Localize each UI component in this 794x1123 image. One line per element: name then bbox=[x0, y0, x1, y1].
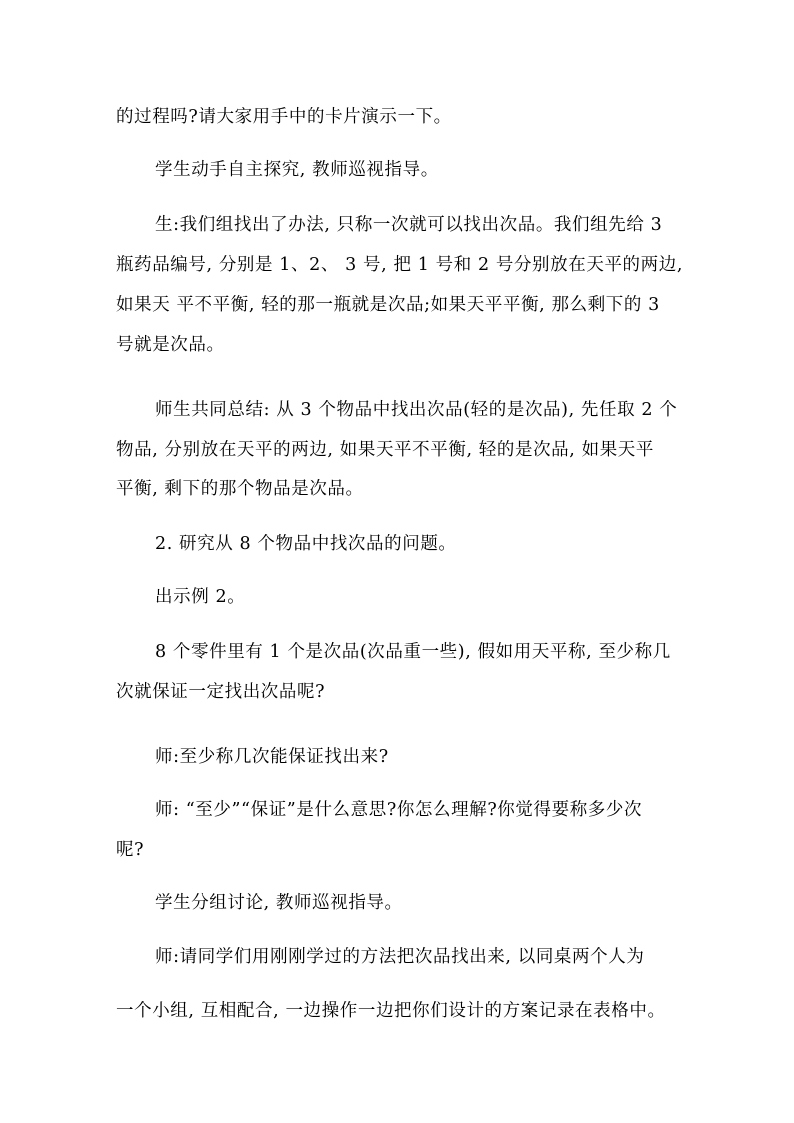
text-line: 师: “至少”“保证”是什么意思?你怎么理解?你觉得要称多少次 bbox=[155, 800, 643, 820]
text-line: 8 个零件里有 1 个是次品(次品重一些), 假如用天平称, 至少称几 bbox=[155, 642, 671, 662]
text-line: 学生动手自主探究, 教师巡视指导。 bbox=[155, 160, 439, 180]
text-line: 物品, 分别放在天平的两边, 如果天平不平衡, 轻的是次品, 如果天平 bbox=[116, 440, 654, 460]
text-line: 出示例 2。 bbox=[155, 587, 246, 607]
text-line: 一个小组, 互相配合, 一边操作一边把你们设计的方案记录在表格中。 bbox=[116, 1001, 666, 1021]
text-line: 师:请同学们用刚刚学过的方法把次品找出来, 以同桌两个人为 bbox=[155, 947, 645, 967]
text-line: 的过程吗?请大家用手中的卡片演示一下。 bbox=[116, 107, 452, 127]
text-line: 学生分组讨论, 教师巡视指导。 bbox=[155, 893, 403, 913]
text-line: 平衡, 剩下的那个物品是次品。 bbox=[116, 479, 364, 499]
text-line: 师:至少称几次能保证找出来? bbox=[155, 747, 389, 767]
text-line: 生:我们组找出了办法, 只称一次就可以找出次品。我们组先给 3 bbox=[155, 215, 663, 235]
text-line: 次就保证一定找出次品呢? bbox=[116, 682, 326, 702]
text-line: 如果天 平不平衡, 轻的那一瓶就是次品;如果天平平衡, 那么剩下的 3 bbox=[116, 295, 660, 315]
text-line: 师生共同总结: 从 3 个物品中找出次品(轻的是次品), 先任取 2 个 bbox=[155, 400, 678, 420]
text-line: 瓶药品编号, 分别是 1、2、 3 号, 把 1 号和 2 号分别放在天平的两边, bbox=[116, 255, 684, 275]
text-line: 呢? bbox=[116, 840, 145, 860]
text-line: 号就是次品。 bbox=[116, 335, 225, 355]
text-line: 2. 研究从 8 个物品中找次品的问题。 bbox=[155, 534, 457, 554]
